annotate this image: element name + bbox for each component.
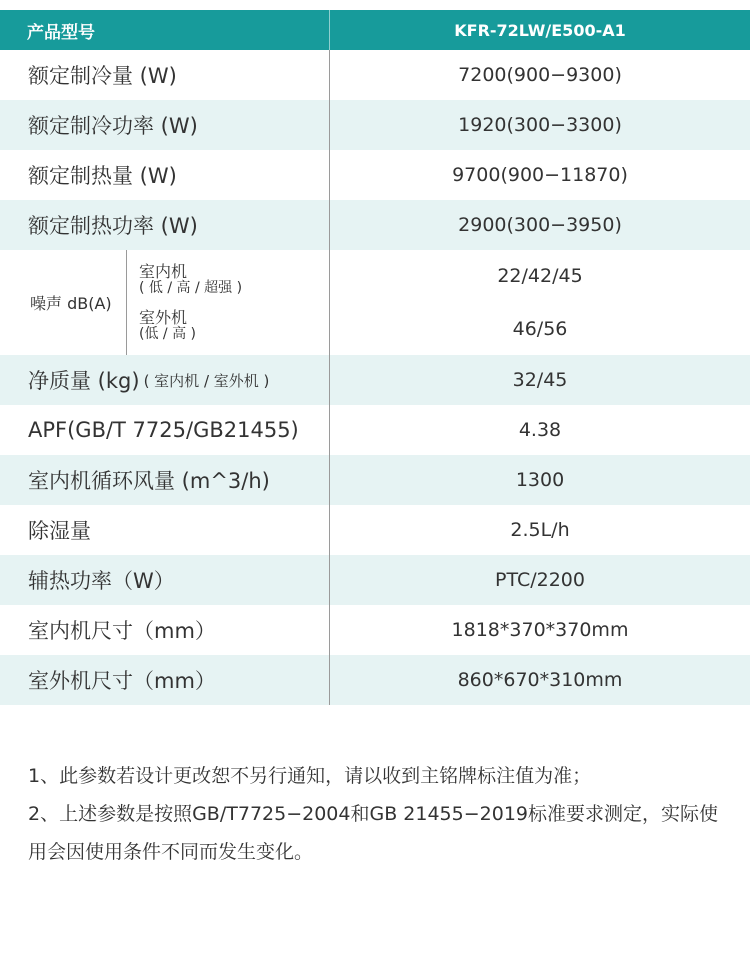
table-row	[0, 605, 750, 655]
row-value-airflow: 1300	[515, 469, 565, 491]
row-value-dehumidification: 2.5L/h	[510, 519, 570, 541]
header-label: 产品型号	[0, 10, 330, 50]
table-row	[0, 100, 750, 150]
noise-sub-labels	[127, 250, 329, 355]
footnotes	[28, 757, 728, 871]
row-value-cooling-capacity: 7200(900−9300)	[458, 64, 622, 86]
table-row	[0, 355, 750, 405]
table-row	[0, 200, 750, 250]
noise-indoor-modes: ( 低 / 高 / 超强 )	[139, 279, 243, 296]
table-row	[0, 150, 750, 200]
noise-indoor-label	[139, 263, 329, 297]
row-label-dehumidification: 除湿量	[0, 505, 330, 555]
table-row	[0, 405, 750, 455]
row-label-weight	[0, 355, 330, 405]
table-row	[0, 50, 750, 100]
footnote-1: 1、此参数若设计更改恕不另行通知，请以收到主铭牌标注值为准；	[28, 765, 592, 787]
row-value-heating-capacity: 9700(900−11870)	[452, 164, 628, 186]
table-row	[0, 655, 750, 705]
row-label-cooling-power: 额定制冷功率 (W)	[0, 100, 330, 150]
table-header	[0, 10, 750, 50]
row-value-indoor-size: 1818*370*370mm	[451, 619, 629, 641]
row-value-apf: 4.38	[518, 419, 562, 441]
table-row	[0, 505, 750, 555]
row-value-outdoor-size: 860*670*310mm	[457, 669, 623, 691]
footnote-2: 2、上述参数是按照GB/T7725−2004和GB 21455−2019标准要求测定，实际使用会因使用条件不同而发生变化。	[28, 803, 718, 863]
row-value-cooling-power: 1920(300−3300)	[458, 114, 622, 136]
row-label-aux-heating: 辅热功率（W）	[0, 555, 330, 605]
noise-label: 噪声 dB(A)	[0, 250, 127, 355]
noise-label-cell	[0, 250, 330, 355]
table-row	[0, 455, 750, 505]
row-label-cooling-capacity: 额定制冷量 (W)	[0, 50, 330, 100]
noise-outdoor-label	[139, 309, 329, 343]
row-label-outdoor-size: 室外机尺寸（mm）	[0, 655, 330, 705]
noise-indoor-value: 22/42/45	[497, 265, 583, 288]
row-value-weight: 32/45	[512, 369, 568, 391]
noise-values	[330, 250, 750, 355]
row-label-indoor-size: 室内机尺寸（mm）	[0, 605, 330, 655]
table-row	[0, 555, 750, 605]
row-value-aux-heating: PTC/2200	[495, 569, 585, 591]
spec-table	[0, 10, 750, 705]
row-label-heating-capacity: 额定制热量 (W)	[0, 150, 330, 200]
row-value-heating-power: 2900(300−3950)	[458, 214, 622, 236]
noise-outdoor-modes: (低 / 高 )	[139, 325, 196, 342]
row-label-airflow: 室内机循环风量 (m^3/h)	[0, 455, 330, 505]
row-label-apf: APF(GB/T 7725/GB21455)	[0, 405, 330, 455]
noise-row	[0, 250, 750, 355]
weight-label: 净质量 (kg)	[28, 369, 140, 393]
noise-outdoor-name: 室外机	[139, 307, 188, 327]
row-label-heating-power: 额定制热功率 (W)	[0, 200, 330, 250]
noise-indoor-name: 室内机	[139, 261, 188, 281]
noise-outdoor-value: 46/56	[512, 317, 568, 340]
weight-sub-label: ( 室内机 / 室外机 )	[143, 371, 270, 390]
model-number: KFR-72LW/E500-A1	[454, 20, 626, 40]
